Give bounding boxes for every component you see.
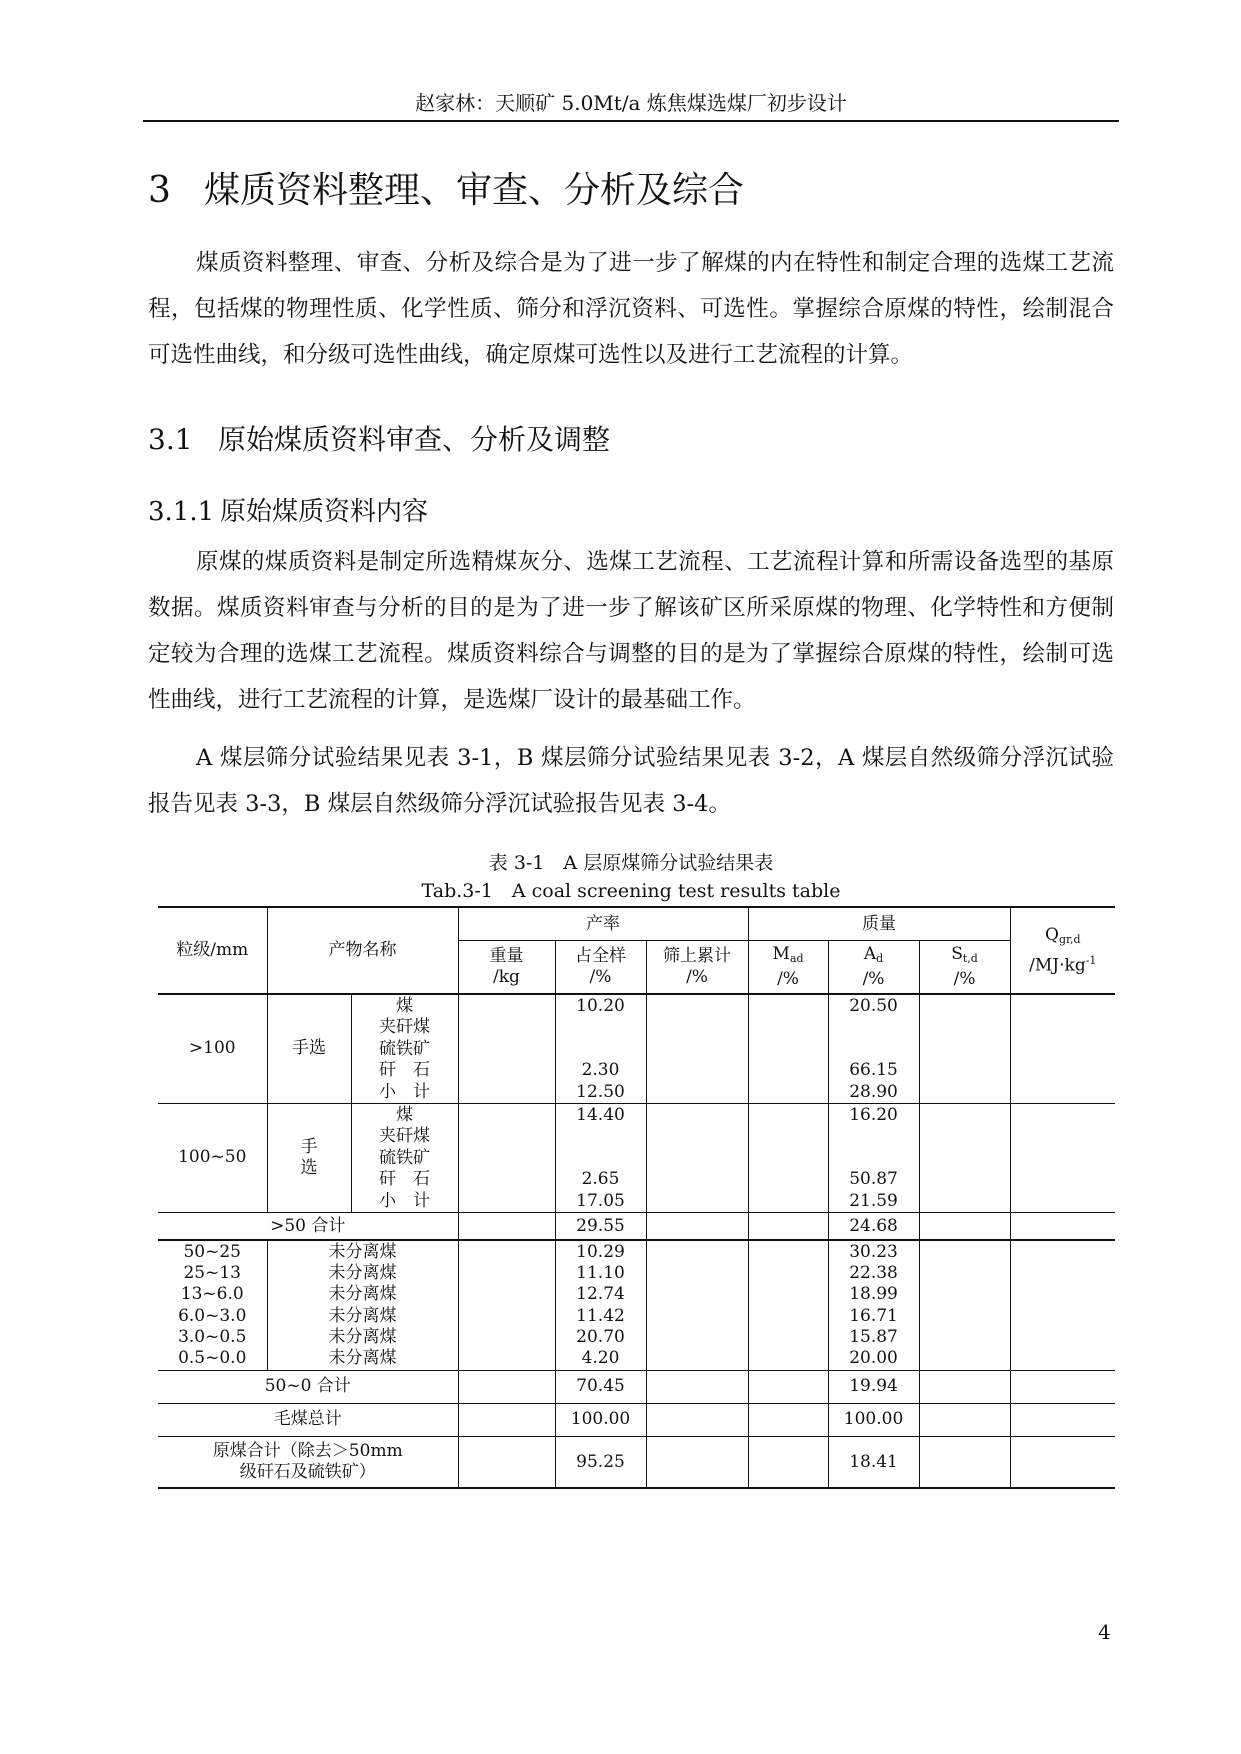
header-share: 占全样 /% (555, 941, 646, 995)
cumulative-cell (646, 1436, 748, 1488)
calorific-cell (1010, 1212, 1115, 1240)
calorific-cell (1010, 1240, 1115, 1370)
sulfur-cell (919, 1240, 1010, 1370)
ash-cell: 18.41 (828, 1436, 919, 1488)
method-cell: 手 选 (267, 1103, 351, 1212)
raw-sum-label: 原煤合计（除去＞50mm 级矸石及硫铁矿） (158, 1436, 458, 1488)
paragraph-intro: 煤质资料整理、审查、分析及综合是为了进一步了解煤的内在特性和制定合理的选煤工艺流程，包括煤的物理性质、化学性质、筛分和浮沉资料、可选性。掌握综合原煤的特性，绘制混合可选性曲线，和分级可选性曲线，确定原煤可选性以及进行工艺流程的计算。 (148, 250, 1114, 368)
sulfur-cell (919, 1436, 1010, 1488)
header-yield: 产率 (458, 907, 748, 941)
chapter-title: 煤质资料整理、审查、分析及综合 (204, 170, 745, 211)
subsection-title: 原始煤质资料内容 (220, 497, 429, 527)
share-list: 10.20 2.30 12.50 (555, 994, 646, 1103)
size-cell: >100 (158, 994, 267, 1103)
calorific-cell (1010, 1403, 1115, 1436)
moisture-cell (748, 1240, 828, 1370)
ash-cell: 24.68 (828, 1212, 919, 1240)
subsection-heading (148, 491, 428, 528)
header-ash: $A_d$ /% (828, 941, 919, 995)
running-header: 赵家林：天顺矿 5.0Mt/a 炼焦煤选煤厂初步设计 (143, 86, 1119, 122)
weight-cell (458, 1403, 555, 1436)
ash-list: 16.20 50.87 21.59 (828, 1103, 919, 1212)
screening-results-table (158, 906, 1115, 1489)
ash-cell: 100.00 (828, 1403, 919, 1436)
calorific-cell (1010, 1103, 1115, 1212)
moisture-cell (748, 1403, 828, 1436)
moisture-cell (748, 994, 828, 1103)
sum-over50-label: >50 合计 (158, 1212, 458, 1240)
weight-cell (458, 1103, 555, 1212)
share-cell: 70.45 (555, 1370, 646, 1403)
weight-cell (458, 994, 555, 1103)
share-cell: 95.25 (555, 1436, 646, 1488)
calorific-cell (1010, 994, 1115, 1103)
method-cell: 手选 (267, 994, 351, 1103)
size-cell: 100~50 (158, 1103, 267, 1212)
calorific-cell (1010, 1436, 1115, 1488)
sulfur-cell (919, 1403, 1010, 1436)
header-size: 粒级/mm (158, 907, 267, 994)
moisture-cell (748, 1212, 828, 1240)
header-calorific: $Q_{gr,d}$ $/MJ\cdot kg^{-1}$ (1010, 907, 1115, 994)
header-moisture: $M_{ad}$ /% (748, 941, 828, 995)
ash-list: 20.50 66.15 28.90 (828, 994, 919, 1103)
moisture-cell (748, 1370, 828, 1403)
weight-cell (458, 1240, 555, 1370)
moisture-cell (748, 1436, 828, 1488)
fines-products: 未分离煤 未分离煤 未分离煤 未分离煤 未分离煤 未分离煤 (267, 1240, 458, 1370)
header-quality: 质量 (748, 907, 1010, 941)
table-caption-cn: 表 3-1 A 层原煤筛分试验结果表 (488, 852, 774, 874)
sulfur-cell (919, 1103, 1010, 1212)
weight-cell (458, 1436, 555, 1488)
section-heading (148, 418, 610, 458)
share-list: 14.40 2.65 17.05 (555, 1103, 646, 1212)
moisture-cell (748, 1103, 828, 1212)
header-cumulative: 筛上累计 /% (646, 941, 748, 995)
cumulative-cell (646, 1240, 748, 1370)
subsection-number: 3.1.1 (148, 497, 215, 527)
fines-ash: 30.23 22.38 18.99 16.71 15.87 20.00 (828, 1240, 919, 1370)
sum-50-0-label: 50~0 合计 (158, 1370, 458, 1403)
paragraph-table-refs: A 煤层筛分试验结果见表 3-1，B 煤层筛分试验结果见表 3-2，A 煤层自然级筛分浮沉试验报告见表 3-3，B 煤层自然级筛分浮沉试验报告见表 3-4。 (148, 745, 1114, 817)
sulfur-cell (919, 1212, 1010, 1240)
section-title: 原始煤质资料审查、分析及调整 (218, 423, 611, 456)
ash-cell: 19.94 (828, 1370, 919, 1403)
cumulative-cell (646, 1212, 748, 1240)
table-caption-en: Tab.3-1 A coal screening test results table (421, 880, 841, 902)
cumulative-cell (646, 994, 748, 1103)
chapter-number: 3 (148, 170, 171, 211)
cumulative-cell (646, 1370, 748, 1403)
header-weight: 重量 /kg (458, 941, 555, 995)
share-cell: 100.00 (555, 1403, 646, 1436)
section-number: 3.1 (148, 423, 193, 456)
header-sulfur: $S_{t,d}$ /% (919, 941, 1010, 995)
weight-cell (458, 1212, 555, 1240)
page-number: 4 (1098, 1620, 1111, 1644)
calorific-cell (1010, 1370, 1115, 1403)
paragraph-content: 原煤的煤质资料是制定所选精煤灰分、选煤工艺流程、工艺流程计算和所需设备选型的基原数据。煤质资料审查与分析的目的是为了进一步了解该矿区所采原煤的物理、化学特性和方便制定较为合理的选煤工艺流程。煤质资料综合与调整的目的是为了掌握综合原煤的特性，绘制可选性曲线，进行工艺流程的计算，是选煤厂设计的最基础工作。 (148, 549, 1114, 713)
cumulative-cell (646, 1103, 748, 1212)
share-cell: 29.55 (555, 1212, 646, 1240)
weight-cell (458, 1370, 555, 1403)
sulfur-cell (919, 994, 1010, 1103)
product-list: 煤 夹矸煤 硫铁矿 矸 石 小 计 (351, 1103, 458, 1212)
cumulative-cell (646, 1403, 748, 1436)
total-raw-label: 毛煤总计 (158, 1403, 458, 1436)
sulfur-cell (919, 1370, 1010, 1403)
chapter-heading (148, 162, 744, 213)
fines-share: 10.29 11.10 12.74 11.42 20.70 4.20 (555, 1240, 646, 1370)
fines-sizes: 50~25 25~13 13~6.0 6.0~3.0 3.0~0.5 0.5~0.0 (158, 1240, 267, 1370)
header-product: 产物名称 (267, 907, 458, 994)
product-list: 煤 夹矸煤 硫铁矿 矸 石 小 计 (351, 994, 458, 1103)
